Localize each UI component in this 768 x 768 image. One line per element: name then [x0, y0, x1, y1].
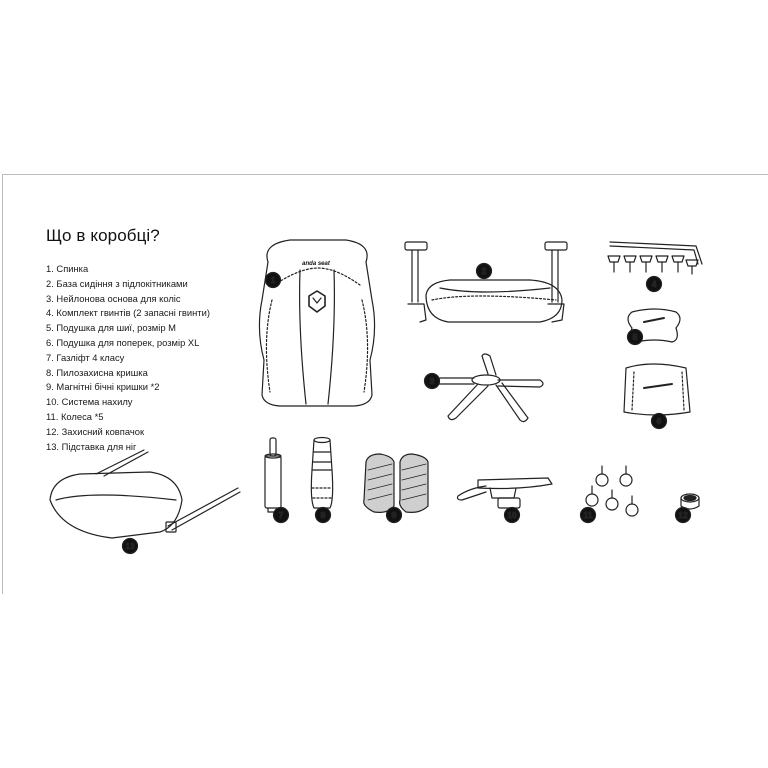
badge-7: [274, 508, 289, 523]
svg-text:6: 6: [656, 416, 662, 426]
svg-text:1: 1: [270, 275, 276, 285]
list-item: 5. Подушка для шиї, розмір M: [46, 322, 176, 334]
side-covers-illustration: [364, 454, 428, 512]
screws-illustration: [608, 242, 702, 274]
dust-cover-illustration: [311, 438, 332, 509]
badge-10: [505, 508, 520, 523]
badge-1: [266, 273, 281, 288]
list-item: 9. Магнітні бічні кришки *2: [46, 381, 160, 393]
list-item: 3. Нейлонова основа для коліс: [46, 292, 181, 304]
badge-8: [316, 508, 331, 523]
svg-text:8: 8: [320, 510, 326, 520]
footrest-illustration: [50, 450, 240, 538]
brand-logo: anda seat: [302, 261, 330, 267]
list-item: 10. Система нахилу: [46, 396, 133, 408]
lumbar-pillow-illustration: [624, 364, 690, 415]
page-title: Що в коробці?: [46, 226, 160, 245]
list-item: 7. Газліфт 4 класу: [46, 351, 125, 363]
seat-base-illustration: [405, 242, 567, 322]
svg-text:7: 7: [278, 510, 284, 520]
svg-text:4: 4: [651, 279, 657, 289]
tilt-mechanism-illustration: [458, 478, 553, 508]
list-item: 11. Колеса *5: [46, 410, 104, 422]
protective-cap-illustration: [681, 494, 699, 509]
list-item: 12. Захисний ковпачок: [46, 425, 145, 437]
list-item: 2. База сидіння з підлокітниками: [46, 277, 188, 289]
svg-text:5: 5: [632, 332, 638, 342]
nylon-base-illustration: [435, 354, 543, 422]
badge-5: [628, 330, 643, 345]
badge-12: [676, 508, 691, 523]
list-item: 13. Підставка для ніг: [46, 440, 137, 452]
badge-13: [123, 539, 138, 554]
casters-illustration: [586, 466, 638, 516]
badge-2: [477, 264, 492, 279]
backrest-illustration: [259, 240, 374, 406]
svg-text:2: 2: [481, 266, 487, 276]
svg-text:12: 12: [678, 510, 688, 520]
svg-text:11: 11: [583, 510, 593, 520]
list-item: 1. Спинка: [46, 263, 89, 274]
svg-text:9: 9: [391, 510, 397, 520]
svg-text:13: 13: [125, 541, 135, 551]
list-item: 8. Пилозахисна кришка: [46, 366, 148, 378]
list-item: 6. Подушка для поперек, розмір XL: [46, 336, 200, 348]
svg-text:3: 3: [429, 376, 435, 386]
badge-9: [387, 508, 402, 523]
svg-text:10: 10: [507, 510, 517, 520]
badge-11: [581, 508, 596, 523]
badge-6: [652, 414, 667, 429]
list-item: 4. Комплект гвинтів (2 запасні гвинти): [46, 307, 210, 319]
badge-4: [647, 277, 662, 292]
gas-lift-illustration: [265, 438, 281, 512]
badge-3: [425, 374, 440, 389]
